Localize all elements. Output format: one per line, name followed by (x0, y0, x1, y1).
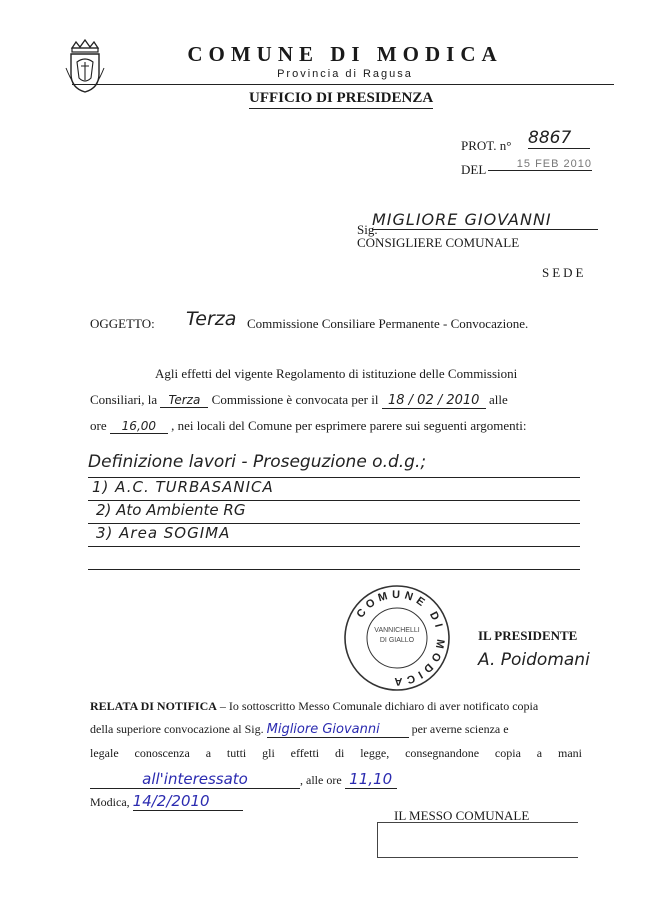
relata-title: RELATA DI NOTIFICA (90, 699, 217, 713)
relata-ore-handwritten: 11,10 (345, 770, 397, 789)
relata-ore-label: , alle ore (300, 773, 342, 787)
president-label: IL PRESIDENTE (478, 628, 578, 643)
relata-date-handwritten: 14/2/2010 (133, 792, 243, 811)
del-label: DEL (461, 162, 487, 177)
provincia-subtitle: Provincia di Ragusa (277, 68, 413, 80)
body-alle-text: alle (488, 392, 508, 407)
official-stamp (343, 584, 451, 692)
recipient-role: CONSIGLIERE COMUNALE (357, 235, 520, 250)
header-divider (72, 84, 614, 85)
relata-consignee-handwritten: all'interessato (90, 770, 300, 789)
relata-text-1: – Io sottoscritto Messo Comunale dichiaro di aver notificato copia (216, 699, 539, 713)
relata-line-5 (90, 792, 243, 811)
president-signature: A. Poidomani (478, 650, 590, 670)
body-argomenti-text: , nei locali del Comune per esprimere parere sui seguenti argomenti: (171, 418, 527, 433)
body-line-1: Agli effetti del vigente Regolamento di istituzione delle Commissioni (155, 366, 518, 381)
relata-line-4 (90, 770, 397, 789)
agenda-item: 3) Area SOGIMA (88, 524, 580, 547)
agenda-item: Definizione lavori - Proseguzione o.d.g.; (88, 452, 580, 478)
ufficio-title: UFFICIO DI PRESIDENZA (249, 90, 433, 109)
agenda-item: 2) Ato Ambiente RG (88, 501, 580, 524)
agenda-list (88, 452, 580, 570)
agenda-item: 1) A.C. TURBASANICA (88, 478, 580, 501)
del-date: 15 FEB 2010 (488, 158, 592, 171)
oggetto-label: OGGETTO: (90, 316, 155, 331)
coat-of-arms-logo (64, 38, 106, 94)
stamp-ring-text: COMUNE DI MODICA (354, 588, 447, 688)
agenda-blank-line (88, 547, 580, 570)
relata-line-1 (90, 699, 538, 714)
subject-text: Commissione Consiliare Permanente - Convocazione. (247, 316, 529, 331)
body-ore-text: ore (90, 418, 107, 433)
subject-handwritten: Terza (186, 308, 237, 330)
meeting-date-handwritten: 18 / 02 / 2010 (382, 393, 486, 409)
sig-label: Sig. (357, 222, 378, 237)
meeting-time-handwritten: 16,00 (110, 419, 168, 434)
body-line-2 (90, 392, 590, 409)
relata-city: Modica, (90, 795, 130, 809)
body-convocata-text: Commissione è convocata per il (211, 392, 379, 407)
body-line-3 (90, 418, 526, 434)
messo-signature-box (377, 822, 578, 858)
relata-text-2a: della superiore convocazione al Sig. (90, 722, 264, 736)
relata-line-3: legale conoscenza a tutti gli effetti di legge, consegnandone copia a mani (90, 746, 582, 760)
relata-line-2 (90, 722, 509, 738)
comune-title: COMUNE DI MODICA (187, 42, 503, 66)
body-consiliari-text: Consiliari, la (90, 392, 158, 407)
stamp-center-text: VANNICHELLI DI GIALLO (374, 627, 420, 644)
commission-handwritten: Terza (160, 393, 208, 408)
prot-number: 8867 (528, 128, 590, 149)
messo-label: IL MESSO COMUNALE (394, 808, 530, 823)
relata-text-2b: per averne scienza e (411, 722, 509, 736)
recipient-name: MIGLIORE GIOVANNI (372, 210, 598, 230)
prot-label: PROT. n° (461, 138, 512, 153)
sede-label: SEDE (542, 265, 587, 280)
relata-recipient-handwritten: Migliore Giovanni (267, 722, 409, 738)
